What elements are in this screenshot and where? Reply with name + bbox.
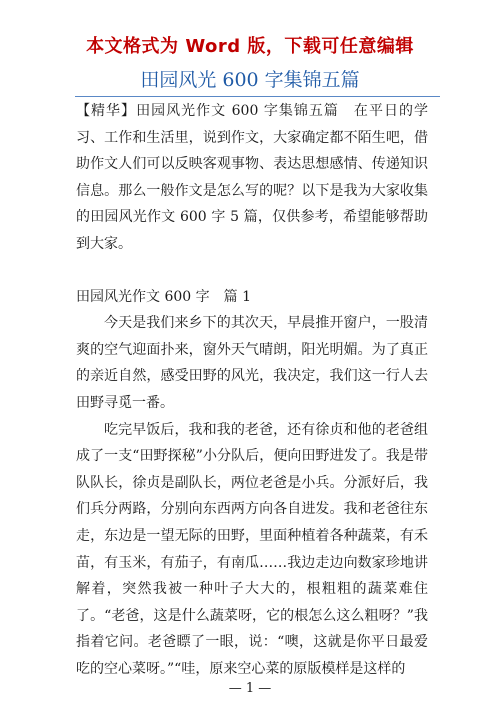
section-heading: 田园风光作文 600 字 篇 1: [76, 288, 251, 305]
title-underline: [75, 96, 440, 97]
document-body: [76, 98, 428, 682]
intro-paragraph: 【精华】田园风光作文 600 字集锦五篇 在平日的学习、工作和生活里，说到作文，大家确定都不陌生吧，借助作文人们可以反映客观事物、表达思想感情、传递知识信息。那么一般作文是怎么写的呢？以下是我为大家收集的田园风光作文 600 字 5 篇，仅供参考，希望能够帮助到大家。: [76, 103, 428, 252]
body-paragraph: 吃完早饭后，我和我的老爸，还有徐贞和他的老爸组成了一支“田野探秘”小分队后，便向田野进发了。我是带队队长，徐贞是副队长，两位老爸是小兵。分派好后，我们兵分两路，分别向东西两方向各自进发。我和老爸往东走，东边是一望无际的田野，里面种植着各种蔬菜，有禾苗，有玉米，有茄子，有南瓜……我边走边向数家珍地讲解着，突然我被一种叶子大大的，根粗粗的蔬菜难住了。“老爸，这是什么蔬菜呀，它的根怎么这么粗呀？”我指着它问。老爸瞟了一眼，说：“噢，这就是你平日最爱吃的空心菜呀。”“哇，原来空心菜的原版模样是这样的: [76, 421, 428, 677]
document-title: 田园风光 600 字集锦五篇: [140, 69, 360, 91]
paragraph-gap: [76, 258, 428, 284]
page-number: — 1 —: [228, 681, 272, 696]
editable-word-banner: 本文格式为 Word 版，下载可任意编辑: [86, 36, 414, 57]
body-paragraph: 今天是我们来乡下的其次天，早晨推开窗户，一股清爽的空气迎面扑来，窗外天气晴朗，阳光明媚。为了真正的亲近自然，感受田野的风光，我决定，我们这一行人去田野寻觅一番。: [76, 315, 428, 411]
